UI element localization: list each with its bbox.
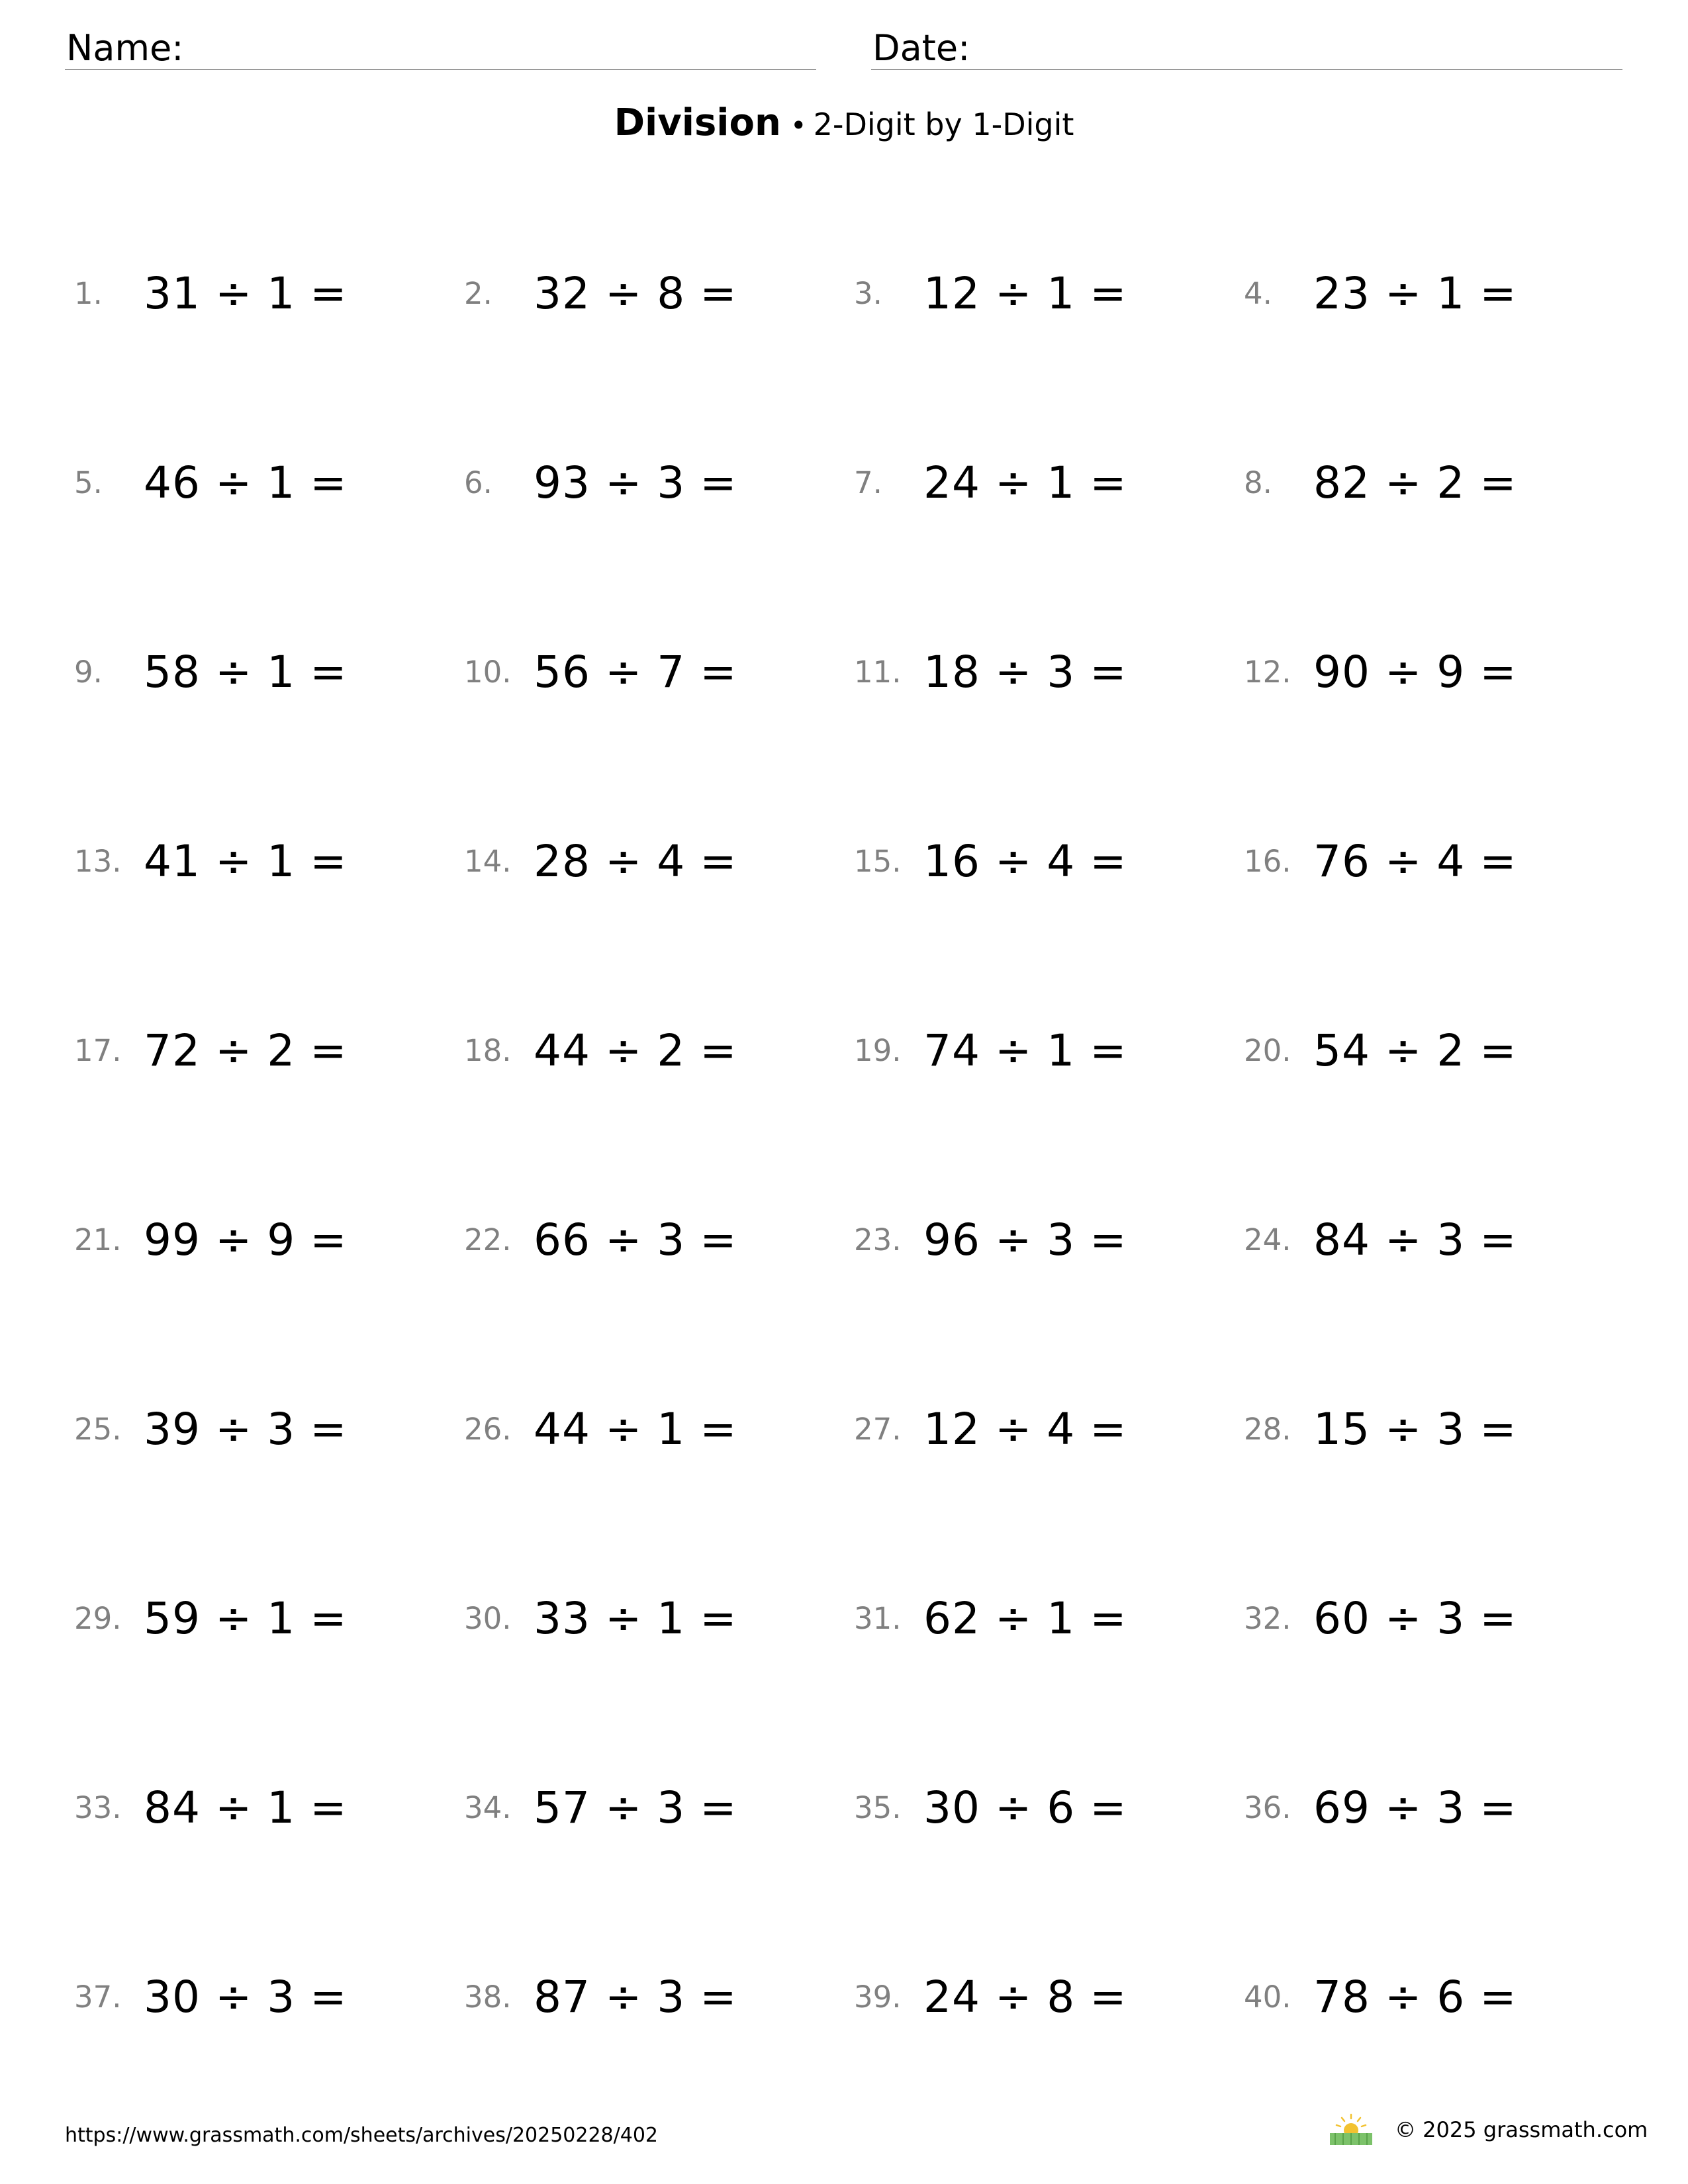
problem-item <box>854 615 1244 728</box>
problem-number: 4. <box>1244 275 1272 311</box>
date-label: Date: <box>872 27 970 69</box>
problem-number: 39. <box>854 1979 902 2015</box>
problem-expression: 59 ÷ 1 = <box>144 1592 348 1644</box>
problem-item <box>74 1183 464 1296</box>
problem-number: 34. <box>464 1790 512 1825</box>
problem-expression: 56 ÷ 7 = <box>534 646 737 698</box>
title-subtitle: 2-Digit by 1-Digit <box>813 107 1074 142</box>
problem-number: 26. <box>464 1411 512 1447</box>
problem-expression: 15 ÷ 3 = <box>1313 1403 1517 1455</box>
problem-expression: 66 ÷ 3 = <box>534 1214 737 1265</box>
problem-item <box>74 1751 464 1864</box>
problem-expression: 84 ÷ 3 = <box>1313 1214 1517 1265</box>
problem-expression: 57 ÷ 3 = <box>534 1782 737 1833</box>
problem-item <box>464 615 854 728</box>
problem-item <box>464 1940 854 2053</box>
problem-item <box>74 994 464 1107</box>
problem-number: 2. <box>464 275 492 311</box>
problem-expression: 99 ÷ 9 = <box>144 1214 348 1265</box>
problem-number: 28. <box>1244 1411 1291 1447</box>
problem-item <box>74 1562 464 1674</box>
problem-expression: 31 ÷ 1 = <box>144 267 348 319</box>
problem-expression: 54 ÷ 2 = <box>1313 1024 1517 1076</box>
problem-number: 35. <box>854 1790 902 1825</box>
problem-item <box>74 805 464 917</box>
problem-number: 29. <box>74 1600 122 1636</box>
problem-expression: 84 ÷ 1 = <box>144 1782 348 1833</box>
problem-item <box>854 1373 1244 1485</box>
problem-item <box>854 426 1244 539</box>
problem-number: 30. <box>464 1600 512 1636</box>
problem-number: 32. <box>1244 1600 1291 1636</box>
problem-number: 40. <box>1244 1979 1291 2015</box>
problem-item <box>854 1562 1244 1674</box>
problem-number: 19. <box>854 1032 902 1068</box>
problem-expression: 69 ÷ 3 = <box>1313 1782 1517 1833</box>
problem-number: 37. <box>74 1979 122 2015</box>
problem-item <box>1244 1183 1634 1296</box>
problem-number: 9. <box>74 654 103 690</box>
name-label: Name: <box>66 27 184 69</box>
problem-item <box>854 1183 1244 1296</box>
problem-number: 25. <box>74 1411 122 1447</box>
problem-expression: 12 ÷ 4 = <box>923 1403 1127 1455</box>
problem-expression: 46 ÷ 1 = <box>144 457 348 508</box>
problem-number: 5. <box>74 465 103 500</box>
problem-item <box>854 1751 1244 1864</box>
date-field[interactable] <box>871 24 1622 70</box>
problem-expression: 62 ÷ 1 = <box>923 1592 1127 1644</box>
worksheet-title <box>0 101 1688 144</box>
problem-item <box>74 1940 464 2053</box>
problem-number: 24. <box>1244 1222 1291 1257</box>
problem-item <box>464 1562 854 1674</box>
problem-number: 21. <box>74 1222 122 1257</box>
title-separator: • <box>790 109 807 142</box>
problem-item <box>464 1373 854 1485</box>
problem-number: 36. <box>1244 1790 1291 1825</box>
problem-expression: 30 ÷ 6 = <box>923 1782 1127 1833</box>
problem-expression: 72 ÷ 2 = <box>144 1024 348 1076</box>
problem-expression: 33 ÷ 1 = <box>534 1592 737 1644</box>
problem-number: 10. <box>464 654 512 690</box>
footer-brand <box>1327 2110 1648 2150</box>
problem-expression: 58 ÷ 1 = <box>144 646 348 698</box>
problem-item <box>74 615 464 728</box>
problem-item <box>1244 1751 1634 1864</box>
problem-expression: 18 ÷ 3 = <box>923 646 1127 698</box>
sun-over-grass-icon <box>1327 2113 1375 2146</box>
problem-number: 7. <box>854 465 882 500</box>
problem-grid <box>74 237 1634 2130</box>
problem-item <box>74 426 464 539</box>
problem-number: 23. <box>854 1222 902 1257</box>
title-main: Division <box>614 101 781 144</box>
problem-expression: 39 ÷ 3 = <box>144 1403 348 1455</box>
problem-expression: 60 ÷ 3 = <box>1313 1592 1517 1644</box>
problem-number: 22. <box>464 1222 512 1257</box>
problem-expression: 28 ÷ 4 = <box>534 835 737 887</box>
problem-item <box>1244 615 1634 728</box>
problem-number: 15. <box>854 843 902 879</box>
problem-number: 11. <box>854 654 902 690</box>
problem-expression: 44 ÷ 1 = <box>534 1403 737 1455</box>
problem-item <box>1244 237 1634 349</box>
problem-item <box>1244 1940 1634 2053</box>
problem-expression: 23 ÷ 1 = <box>1313 267 1517 319</box>
problem-item <box>854 805 1244 917</box>
problem-number: 18. <box>464 1032 512 1068</box>
problem-expression: 44 ÷ 2 = <box>534 1024 737 1076</box>
problem-item <box>464 237 854 349</box>
problem-number: 12. <box>1244 654 1291 690</box>
problem-expression: 24 ÷ 1 = <box>923 457 1127 508</box>
problem-expression: 90 ÷ 9 = <box>1313 646 1517 698</box>
problem-item <box>854 994 1244 1107</box>
problem-item <box>74 1373 464 1485</box>
problem-item <box>1244 805 1634 917</box>
problem-expression: 16 ÷ 4 = <box>923 835 1127 887</box>
problem-item <box>1244 1562 1634 1674</box>
problem-item <box>854 237 1244 349</box>
problem-item <box>1244 1373 1634 1485</box>
problem-expression: 87 ÷ 3 = <box>534 1971 737 2023</box>
problem-item <box>1244 426 1634 539</box>
copyright-text: © 2025 grassmath.com <box>1395 2117 1648 2142</box>
problem-expression: 82 ÷ 2 = <box>1313 457 1517 508</box>
problem-expression: 78 ÷ 6 = <box>1313 1971 1517 2023</box>
problem-item <box>854 1940 1244 2053</box>
name-field[interactable] <box>65 24 816 70</box>
problem-item <box>464 426 854 539</box>
problem-expression: 32 ÷ 8 = <box>534 267 737 319</box>
problem-expression: 41 ÷ 1 = <box>144 835 348 887</box>
problem-number: 8. <box>1244 465 1272 500</box>
problem-item <box>464 1751 854 1864</box>
problem-expression: 96 ÷ 3 = <box>923 1214 1127 1265</box>
problem-number: 33. <box>74 1790 122 1825</box>
problem-number: 13. <box>74 843 122 879</box>
problem-item <box>464 805 854 917</box>
problem-number: 6. <box>464 465 492 500</box>
problem-number: 27. <box>854 1411 902 1447</box>
problem-item <box>74 237 464 349</box>
problem-number: 16. <box>1244 843 1291 879</box>
problem-number: 3. <box>854 275 882 311</box>
problem-expression: 30 ÷ 3 = <box>144 1971 348 2023</box>
problem-number: 20. <box>1244 1032 1291 1068</box>
problem-item <box>464 994 854 1107</box>
problem-expression: 74 ÷ 1 = <box>923 1024 1127 1076</box>
problem-number: 14. <box>464 843 512 879</box>
problem-expression: 93 ÷ 3 = <box>534 457 737 508</box>
problem-expression: 76 ÷ 4 = <box>1313 835 1517 887</box>
problem-number: 38. <box>464 1979 512 2015</box>
footer-url: https://www.grassmath.com/sheets/archives/20250228/402 <box>65 2124 659 2147</box>
problem-number: 1. <box>74 275 103 311</box>
problem-expression: 24 ÷ 8 = <box>923 1971 1127 2023</box>
problem-number: 31. <box>854 1600 902 1636</box>
problem-expression: 12 ÷ 1 = <box>923 267 1127 319</box>
problem-item <box>464 1183 854 1296</box>
problem-item <box>1244 994 1634 1107</box>
problem-number: 17. <box>74 1032 122 1068</box>
